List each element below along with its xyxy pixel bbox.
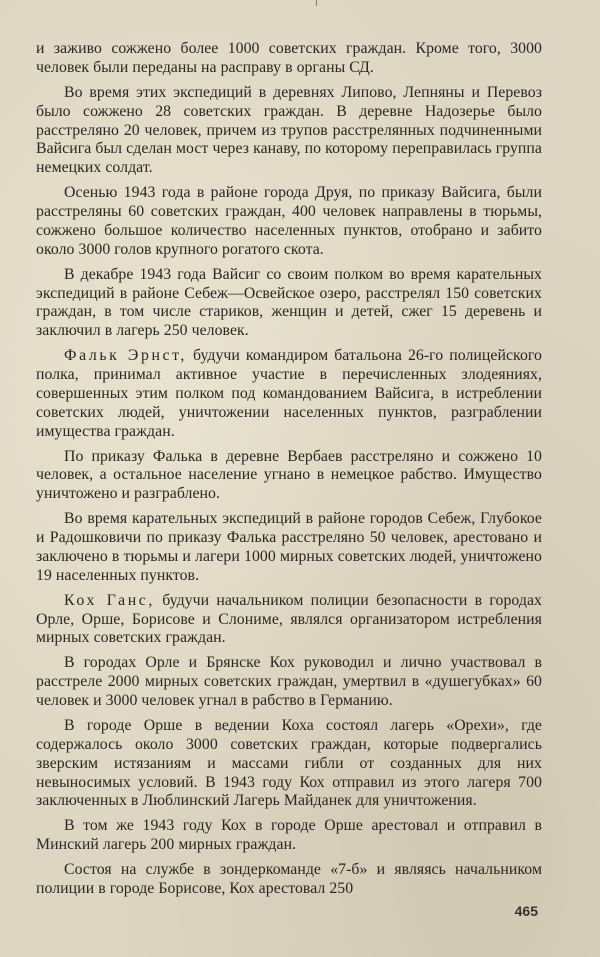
person-name: Фальк Эрнст, [64, 347, 187, 365]
paragraph: В декабре 1943 года Вайсиг со своим полком во время карательных экспедиций в районе Себеж—Освейское озеро, расстрелял 150 советских граждан, в том числе стариков, женщин и детей, сжег 15 деревень и заключил в лагерь 250 человек. [36, 265, 542, 340]
body-text [36, 40, 542, 905]
person-name: Кох Ганс, [64, 591, 155, 609]
paragraph: и заживо сожжено более 1000 советских граждан. Кроме того, 3000 человек были переданы на расправу в органы СД. [36, 40, 542, 76]
paragraph: В городах Орле и Брянске Кох руководил и лично участвовал в расстреле 2000 мирных советских граждан, умертвил в «душегубках» 60 человек и 3000 человек угнал в рабство в Германию. [36, 654, 542, 709]
paragraph: Во время этих экспедиций в деревнях Липово, Лепняны и Перевоз было сожжено 28 советских граждан. В деревне Надозерье было расстреляно 20 человек, причем из трупов расстрелянных подчиненными Вайсига был сделан мост через канаву, по которому переправилась группа немецких солдат. [36, 83, 542, 177]
paragraph-text: будучи командиром батальона 26-го полицейского полка, принимал активное участие в перечисленных злодеяниях, совершенных этим полком под командованием Вайсига, в истреблении советских людей, уничтожении населенных пунктов, разграблении имущества граждан. [36, 347, 543, 440]
paragraph-falk [36, 347, 542, 441]
paragraph: Состоя на службе в зондеркоманде «7-б» и являясь начальником полиции в городе Борисове, Кох арестовал 250 [36, 861, 542, 897]
paragraph: Во время карательных экспедиций в районе городов Себеж, Глубокое и Радошковичи по приказу Фалька расстреляно 50 человек, арестовано и заключено в тюрьмы и лагери 1000 мирных советских людей, уничтожено 19 населенных пунктов. [36, 510, 542, 584]
paragraph: В городе Орше в ведении Коха состоял лагерь «Орехи», где содержалось около 3000 советских граждан, которые подвергались зверским истязаниям и массами гибли от созданных для них невыносимых условий. В 1943 году Кох отправил из этого лагеря 700 заключенных в Люблинский Лагерь Майданек для уничтожения. [36, 716, 542, 810]
paragraph: Осенью 1943 года в районе города Друя, по приказу Вайсига, были расстреляны 60 советских граждан, 400 человек направлены в тюрьмы, сожжено большое количество населенных пунктов, отобрано и забито около 3000 голов крупного рогатого скота. [36, 184, 542, 258]
paragraph-koch [36, 592, 542, 649]
page-number: 465 [514, 903, 538, 919]
paragraph: В том же 1943 году Кох в городе Орше арестовал и отправил в Минский лагерь 200 мирных граждан. [36, 817, 542, 854]
paragraph: По приказу Фалька в деревне Вербаев расстреляно и сожжено 10 человек, а остальное население угнано в немецкое рабство. Имущество уничтожено и разграблено. [36, 447, 542, 503]
edge-mark [316, 0, 317, 6]
paragraph-text: будучи начальником полиции безопасности в городах Орле, Орше, Борисове и Слониме, являлся организатором истребления мирных советских граждан. [36, 591, 542, 647]
